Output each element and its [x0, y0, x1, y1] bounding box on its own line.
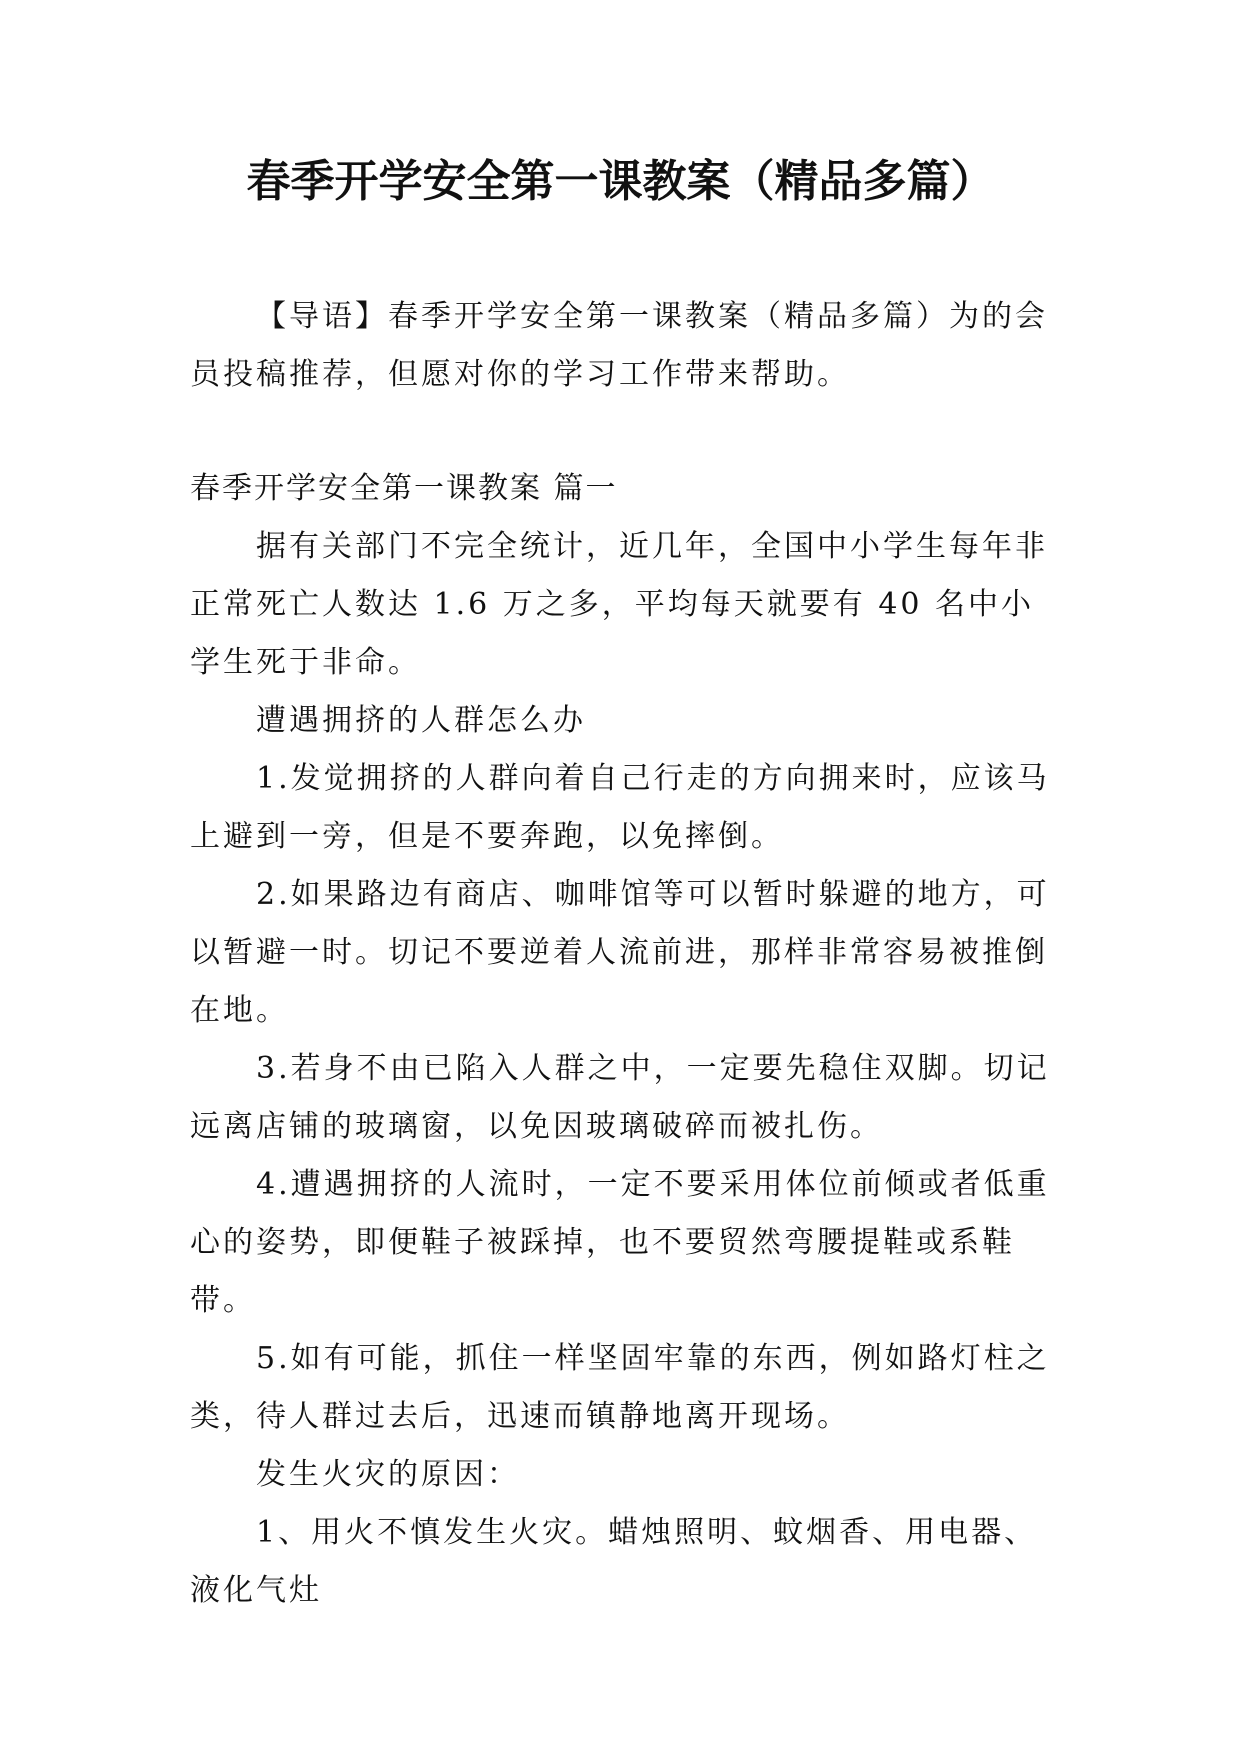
list-item-fire-1: 1、用火不慎发生火灾。蜡烛照明、蚊烟香、用电器、液化气灶	[190, 1515, 1038, 1608]
document-title: 春季开学安全第一课教案（精品多篇）	[246, 156, 995, 207]
list-item-crowd-1: 1.发觉拥挤的人群向着自己行走的方向拥来时，应该马上避到一旁，但是不要奔跑，以免摔倒。	[190, 761, 1050, 854]
intro-paragraph: 【导语】春季开学安全第一课教案（精品多篇）为的会员投稿推荐，但愿对你的学习工作带来帮助。	[190, 299, 1048, 392]
section-heading: 春季开学安全第一课教案 篇一	[190, 471, 618, 506]
list-item-crowd-2: 2.如果路边有商店、咖啡馆等可以暂时躲避的地方，可以暂避一时。切记不要逆着人流前进，那样非常容易被推倒在地。	[190, 877, 1050, 1028]
subheading-crowd: 遭遇拥挤的人群怎么办	[256, 703, 586, 738]
paragraph-statistics: 据有关部门不完全统计，近几年，全国中小学生每年非正常死亡人数达 1.6 万之多，平均每天就要有 40 名中小学生死于非命。	[190, 529, 1048, 680]
list-item-crowd-5: 5.如有可能，抓住一样坚固牢靠的东西，例如路灯柱之类，待人群过去后，迅速而镇静地离开现场。	[190, 1341, 1050, 1434]
list-item-crowd-4: 4.遭遇拥挤的人流时，一定不要采用体位前倾或者低重心的姿势，即便鞋子被踩掉，也不要贸然弯腰提鞋或系鞋带。	[190, 1167, 1050, 1318]
document-body	[190, 288, 1052, 1620]
list-item-crowd-3: 3.若身不由已陷入人群之中，一定要先稳住双脚。切记远离店铺的玻璃窗，以免因玻璃破碎而被扎伤。	[190, 1051, 1050, 1144]
subheading-fire-causes: 发生火灾的原因：	[256, 1457, 520, 1492]
